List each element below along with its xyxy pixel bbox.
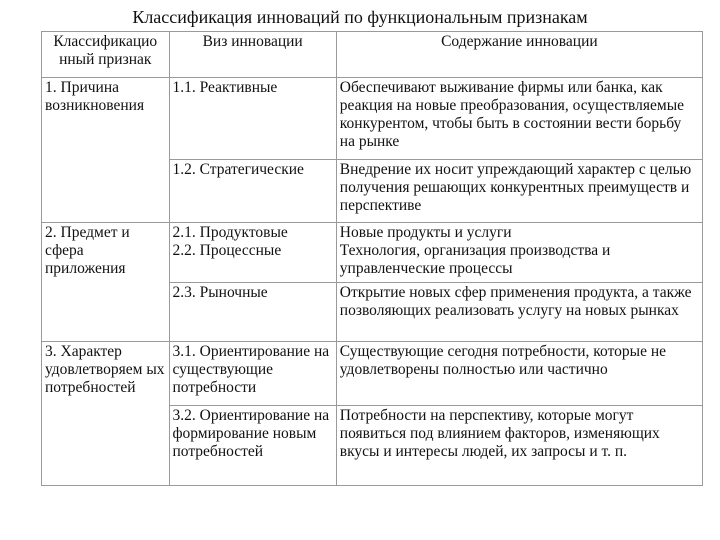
content-line: Технология, организация производства и управленческие процессы [339,242,611,277]
content-cell: Открытие новых сфер применения продукта, а также позволяющих реализовать услугу на новых рынках [336,283,702,342]
table-row [42,342,703,406]
classification-table [41,31,703,486]
content-cell: Потребности на перспективу, которые могут появиться под влиянием факторов, изменяющих вкусы и интересы людей, их запросы и т. п. [336,406,702,486]
header-content: Содержание инновации [336,32,702,78]
type-cell: 1.2. Стратегические [169,160,336,223]
document-title: Классификация инноваций по функциональным признакам [132,7,588,27]
type-cell: 3.2. Ориентирование на формирование новым потребностей [169,406,336,486]
table-header-row [42,32,703,78]
type-cell: 1.1. Реактивные [169,78,336,160]
table-row [42,78,703,160]
content-line: Новые продукты и услуги [339,224,512,241]
header-type: Виз инновации [169,32,336,78]
type-line: 2.2. Процессные [172,242,282,259]
feature-cell: 2. Предмет и сфера приложения [42,223,170,342]
type-cell: 2.3. Рыночные [169,283,336,342]
feature-cell: 1. Причина возникновения [42,78,170,223]
table-row [42,223,703,283]
content-cell: Обеспечивают выживание фирмы или банка, как реакция на новые преобразования, осуществляемые конкурентом, чтобы быть в состоянии вести борьбу на рынке [336,78,702,160]
feature-cell: 3. Характер удовлетворяем ых потребностей [42,342,170,486]
content-cell [336,223,702,283]
type-cell [169,223,336,283]
header-feature: Классификацио нный признак [42,32,170,78]
content-cell: Внедрение их носит упреждающий характер с целью получения решающих конкурентных преимуществ и перспективе [336,160,702,223]
content-cell: Существующие сегодня потребности, которые не удовлетворены полностью или частично [336,342,702,406]
type-cell: 3.1. Ориентирование на существующие потребности [169,342,336,406]
type-line: 2.1. Продуктовые [172,224,288,241]
